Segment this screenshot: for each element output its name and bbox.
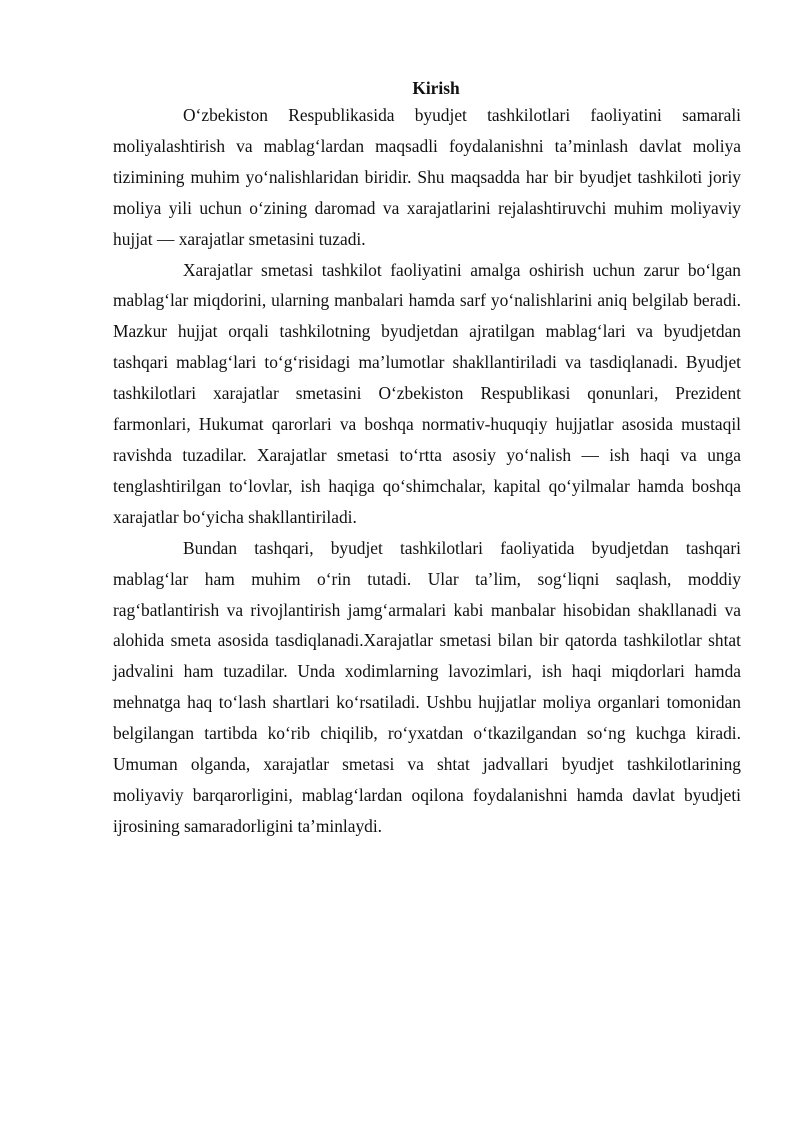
document-title: Kirish [412,78,460,98]
paragraph-1: O‘zbekiston Respublikasida byudjet tashkilotlari faoliyatini samarali moliyalashtirish va mablag‘lardan maqsadli foydalanishni ta’minlash davlat moliya tizimining muhim yo‘nalishlaridan biridir. Shu maqsadda har bir byudjet tashkiloti joriy moliya yili uchun o‘zining daromad va xarajatlarini rejalashtiruvchi muhim moliyaviy hujjat — xarajatlar smetasini tuzadi. [113,105,741,249]
paragraph-2: Xarajatlar smetasi tashkilot faoliyatini amalga oshirish uchun zarur bo‘lgan mablag‘lar miqdorini, ularning manbalari hamda sarf yo‘nalishlarini aniq belgilab beradi. Mazkur hujjat orqali tashkilotning byudjetdan ajratilgan mablag‘lari va byudjetdan tashqari mablag‘lari to‘g‘risidagi ma’lumotlar shakllantiriladi va tasdiqlanadi. Byudjet tashkilotlari xarajatlar smetasini O‘zbekiston Respublikasi qonunlari, Prezident farmonlari, Hukumat qarorlari va boshqa normativ-huquqiy hujjatlar asosida mustaqil ravishda tuzadilar. Xarajatlar smetasi to‘rtta asosiy yo‘nalish — ish haqi va unga tenglashtirilgan to‘lovlar, ish haqiga qo‘shimchalar, kapital qo‘yilmalar hamda boshqa xarajatlar bo‘yicha shakllantiriladi. [113,259,741,527]
document-page [113,76,741,842]
paragraph-3: Bundan tashqari, byudjet tashkilotlari faoliyatida byudjetdan tashqari mablag‘lar ham muhim o‘rin tutadi. Ular ta’lim, sog‘liqni saqlash, moddiy rag‘batlantirish va rivojlantirish jamg‘armalari kabi manbalar hisobidan shakllanadi va alohida smeta asosida tasdiqlanadi.Xarajatlar smetasi bilan bir qatorda tashkilotlar shtat jadvalini ham tuzadilar. Unda xodimlarning lavozimlari, ish haqi miqdorlari hamda mehnatga haq to‘lash shartlari ko‘rsatiladi. Ushbu hujjatlar moliya organlari tomonidan belgilangan tartibda ko‘rib chiqilib, ro‘yxatdan o‘tkazilgandan so‘ng kuchga kiradi. Umuman olganda, xarajatlar smetasi va shtat jadvallari byudjet tashkilotlarining moliyaviy barqarorligini, mablag‘lardan oqilona foydalanishni hamda davlat byudjeti ijrosining samaradorligini ta’minlaydi. [113,537,741,836]
